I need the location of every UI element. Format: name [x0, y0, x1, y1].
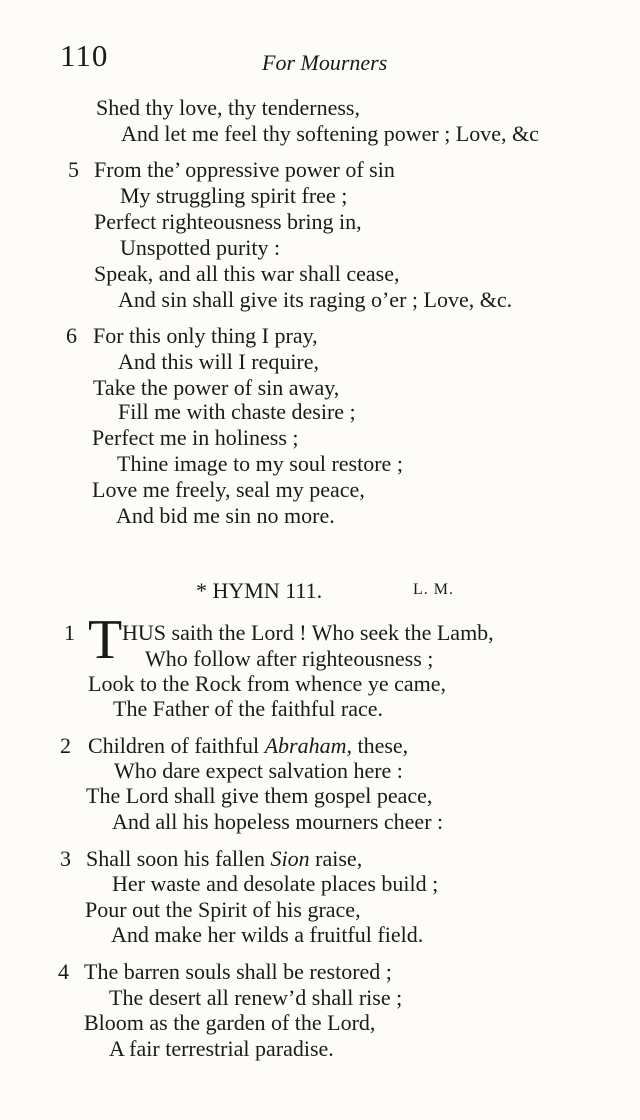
verse-line: And make her wilds a fruitful field.	[111, 922, 424, 947]
verse-line: And this will I require,	[118, 349, 320, 374]
verse-line: Unspotted purity :	[120, 235, 281, 260]
verse-number: 6	[66, 323, 77, 348]
italic-name: Abraham,	[264, 733, 352, 758]
verse-line: The desert all renew’d shall rise ;	[109, 985, 403, 1010]
verse-line: And sin shall give its raging o’er ; Love, &c.	[118, 287, 513, 312]
verse-line: Take the power of sin away,	[93, 375, 340, 400]
verse-line: Speak, and all this war shall cease,	[94, 261, 400, 286]
hymn-title: * HYMN 111.	[196, 578, 323, 603]
verse-text: raise,	[309, 846, 363, 871]
verse-line: Bloom as the garden of the Lord,	[84, 1010, 376, 1035]
verse-line	[88, 733, 408, 759]
verse-line: And all his hopeless mourners cheer :	[112, 809, 444, 834]
verse-line: Who dare expect salvation here :	[114, 758, 403, 783]
verse-line: My struggling spirit free ;	[120, 183, 348, 208]
verse-text: these,	[351, 733, 409, 758]
verse-text: Shall soon his fallen	[86, 846, 271, 871]
verse-line: The Lord shall give them gospel peace,	[86, 783, 433, 808]
verse-line: Fill me with chaste desire ;	[118, 399, 356, 424]
verse-line: Perfect me in holiness ;	[92, 425, 299, 450]
verse-line: Thine image to my soul restore ;	[117, 451, 403, 476]
verse-line: Shed thy love, thy tenderness,	[96, 95, 360, 120]
italic-name: Sion	[270, 846, 310, 871]
drop-cap: T	[88, 609, 123, 671]
verse-line: For this only thing I pray,	[93, 323, 318, 348]
verse-line: Love me freely, seal my peace,	[92, 477, 365, 502]
running-head: For Mourners	[262, 50, 388, 75]
verse-text: Children of faithful	[88, 733, 265, 758]
verse-line: Perfect righteousness bring in,	[94, 209, 362, 234]
verse-line: From the’ oppressive power of sin	[94, 157, 395, 182]
verse-number: 2	[60, 733, 71, 758]
verse-line	[86, 846, 362, 872]
verse-number: 4	[58, 959, 69, 984]
verse-line: And let me feel thy softening power ; Love, &c	[121, 121, 539, 146]
hymn-meter: L. M.	[413, 581, 454, 598]
verse-line: HUS saith the Lord ! Who seek the Lamb,	[122, 620, 494, 645]
page-number: 110	[60, 38, 109, 73]
verse-line: Look to the Rock from whence ye came,	[88, 671, 446, 696]
verse-line: Pour out the Spirit of his grace,	[85, 897, 361, 922]
verse-line: And bid me sin no more.	[116, 503, 335, 528]
verse-line: The barren souls shall be restored ;	[84, 959, 392, 984]
verse-line: Who follow after righteousness ;	[145, 646, 434, 671]
verse-number: 5	[68, 157, 79, 182]
verse-line: A fair terrestrial paradise.	[109, 1036, 334, 1061]
verse-line: Her waste and desolate places build ;	[112, 871, 439, 896]
verse-number: 1	[64, 620, 75, 645]
verse-line: The Father of the faithful race.	[113, 696, 383, 721]
verse-number: 3	[60, 846, 71, 871]
